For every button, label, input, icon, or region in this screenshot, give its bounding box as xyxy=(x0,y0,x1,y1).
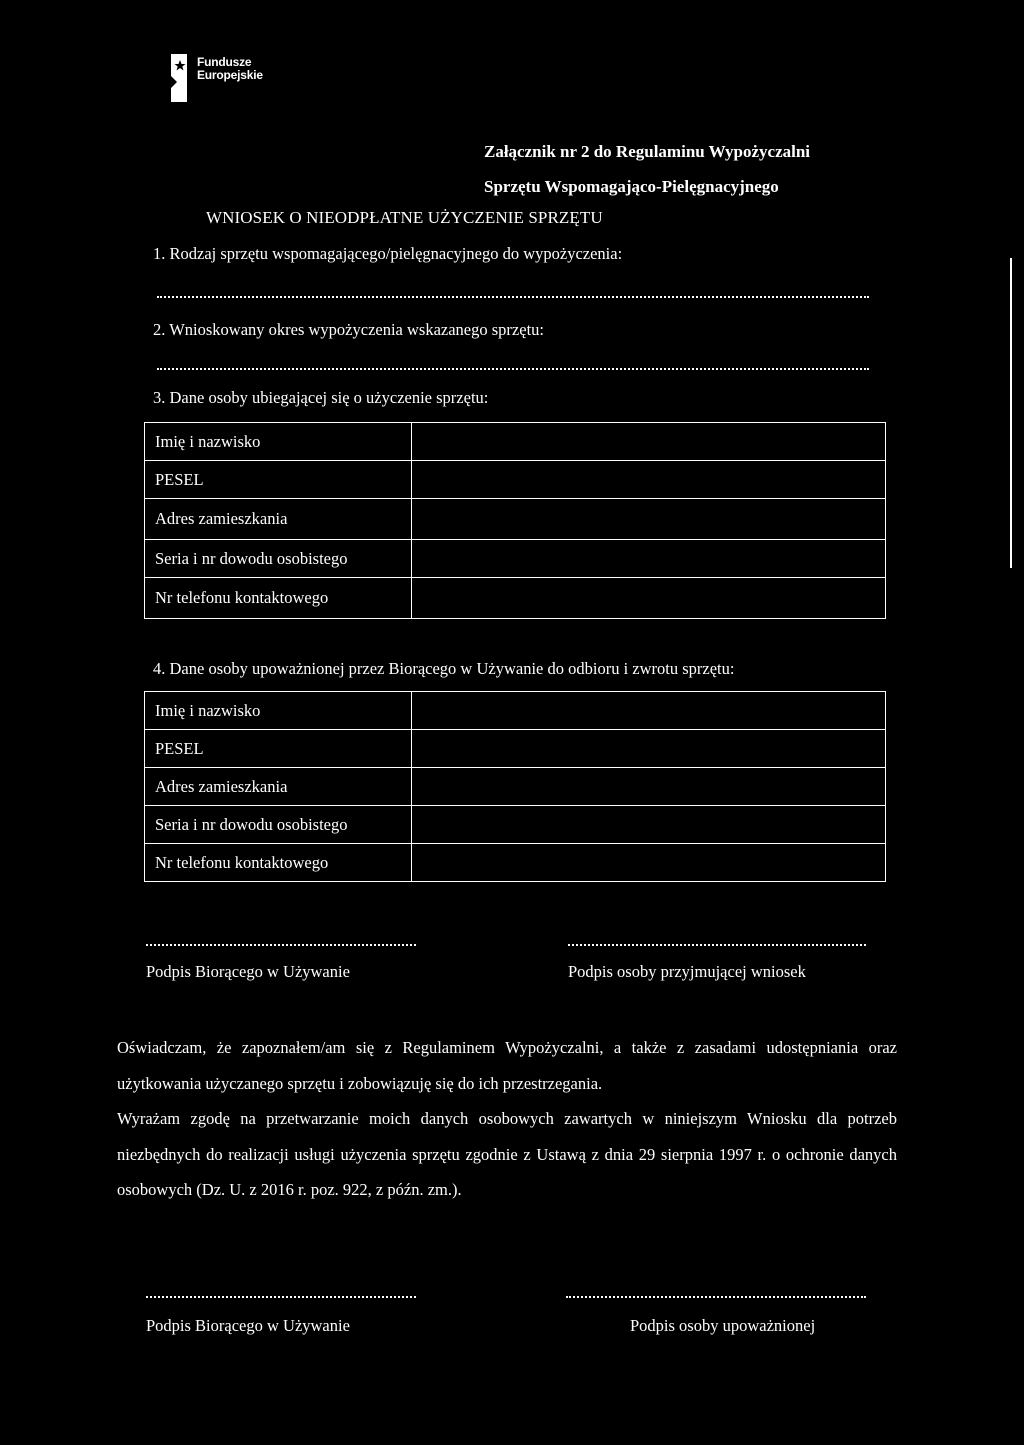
authorized-phone-label: Nr telefonu kontaktowego xyxy=(145,844,412,882)
authorized-person-table xyxy=(144,691,886,882)
logo-line-1: Fundusze xyxy=(197,55,252,69)
table-row xyxy=(145,844,886,882)
table-row xyxy=(145,692,886,730)
applicant-signature-line[interactable] xyxy=(146,944,416,946)
declaration-paragraph-1: Oświadczam, że zapoznałem/am się z Regulaminem Wypożyczalni, a także z zasadami udostępniania oraz użytkowania użyczanego sprzętu i zobowiązuję się do ich przestrzegania. xyxy=(117,1038,897,1093)
applicant-address-field[interactable] xyxy=(412,499,886,540)
authorized-id-field[interactable] xyxy=(412,806,886,844)
authorized-name-label: Imię i nazwisko xyxy=(145,692,412,730)
applicant-signature-label: Podpis Biorącego w Używanie xyxy=(146,962,350,981)
attachment-heading-line-2: Sprzętu Wspomagająco-Pielęgnacyjnego xyxy=(484,177,779,196)
table-row xyxy=(145,578,886,619)
logo-text xyxy=(197,56,263,82)
table-row xyxy=(145,806,886,844)
authorized-phone-field[interactable] xyxy=(412,844,886,882)
authorized-name-field[interactable] xyxy=(412,692,886,730)
fundusze-europejskie-logo xyxy=(167,50,307,110)
receiver-signature-line[interactable] xyxy=(568,944,866,946)
applicant-id-field[interactable] xyxy=(412,540,886,578)
item-4-authorized-person-data: 4. Dane osoby upoważnionej przez Biorącego w Używanie do odbioru i zwrotu sprzętu: xyxy=(153,659,735,678)
receiver-signature-label: Podpis osoby przyjmującej wniosek xyxy=(568,962,806,981)
applicant-data-table xyxy=(144,422,886,619)
authorized-id-label: Seria i nr dowodu osobistego xyxy=(145,806,412,844)
applicant-phone-label: Nr telefonu kontaktowego xyxy=(145,578,412,619)
applicant-phone-field[interactable] xyxy=(412,578,886,619)
applicant-id-label: Seria i nr dowodu osobistego xyxy=(145,540,412,578)
authorized-address-field[interactable] xyxy=(412,768,886,806)
table-row xyxy=(145,540,886,578)
item-3-applicant-data: 3. Dane osoby ubiegającej się o użyczenie sprzętu: xyxy=(153,388,489,407)
applicant-signature-line-2[interactable] xyxy=(146,1296,416,1298)
equipment-type-field[interactable] xyxy=(157,296,869,298)
declaration-paragraph-2: Wyrażam zgodę na przetwarzanie moich danych osobowych zawartych w niniejszym Wniosku dla potrzeb niezbędnych do realizacji usługi użyczenia sprzętu zgodnie z Ustawą z dnia 29 sierpnia 1997 r. o ochronie danych osobowych (Dz. U. z 2016 r. poz. 922, z późn. zm.). xyxy=(117,1109,897,1199)
table-row xyxy=(145,423,886,461)
authorized-pesel-field[interactable] xyxy=(412,730,886,768)
applicant-address-label: Adres zamieszkania xyxy=(145,499,412,540)
authorized-pesel-label: PESEL xyxy=(145,730,412,768)
item-1-equipment-type: 1. Rodzaj sprzętu wspomagającego/pielęgnacyjnego do wypożyczenia: xyxy=(153,244,623,263)
applicant-pesel-field[interactable] xyxy=(412,461,886,499)
logo-line-2: Europejskie xyxy=(197,68,263,82)
table-row xyxy=(145,730,886,768)
rental-period-field[interactable] xyxy=(157,368,869,370)
table-row xyxy=(145,499,886,540)
applicant-name-label: Imię i nazwisko xyxy=(145,423,412,461)
scan-edge-mark xyxy=(1010,258,1012,568)
form-title: WNIOSEK O NIEODPŁATNE UŻYCZENIE SPRZĘTU xyxy=(206,208,603,227)
item-2-rental-period: 2. Wnioskowany okres wypożyczenia wskazanego sprzętu: xyxy=(153,320,544,339)
table-row xyxy=(145,768,886,806)
applicant-pesel-label: PESEL xyxy=(145,461,412,499)
applicant-name-field[interactable] xyxy=(412,423,886,461)
declaration-text xyxy=(117,1030,897,1208)
authorized-signature-label: Podpis osoby upoważnionej xyxy=(630,1316,816,1335)
applicant-signature-label-2: Podpis Biorącego w Używanie xyxy=(146,1316,350,1335)
table-row xyxy=(145,461,886,499)
authorized-address-label: Adres zamieszkania xyxy=(145,768,412,806)
authorized-signature-line[interactable] xyxy=(566,1296,866,1298)
eu-funds-logo-icon xyxy=(167,52,191,102)
attachment-heading-line-1: Załącznik nr 2 do Regulaminu Wypożyczalni xyxy=(484,142,811,161)
